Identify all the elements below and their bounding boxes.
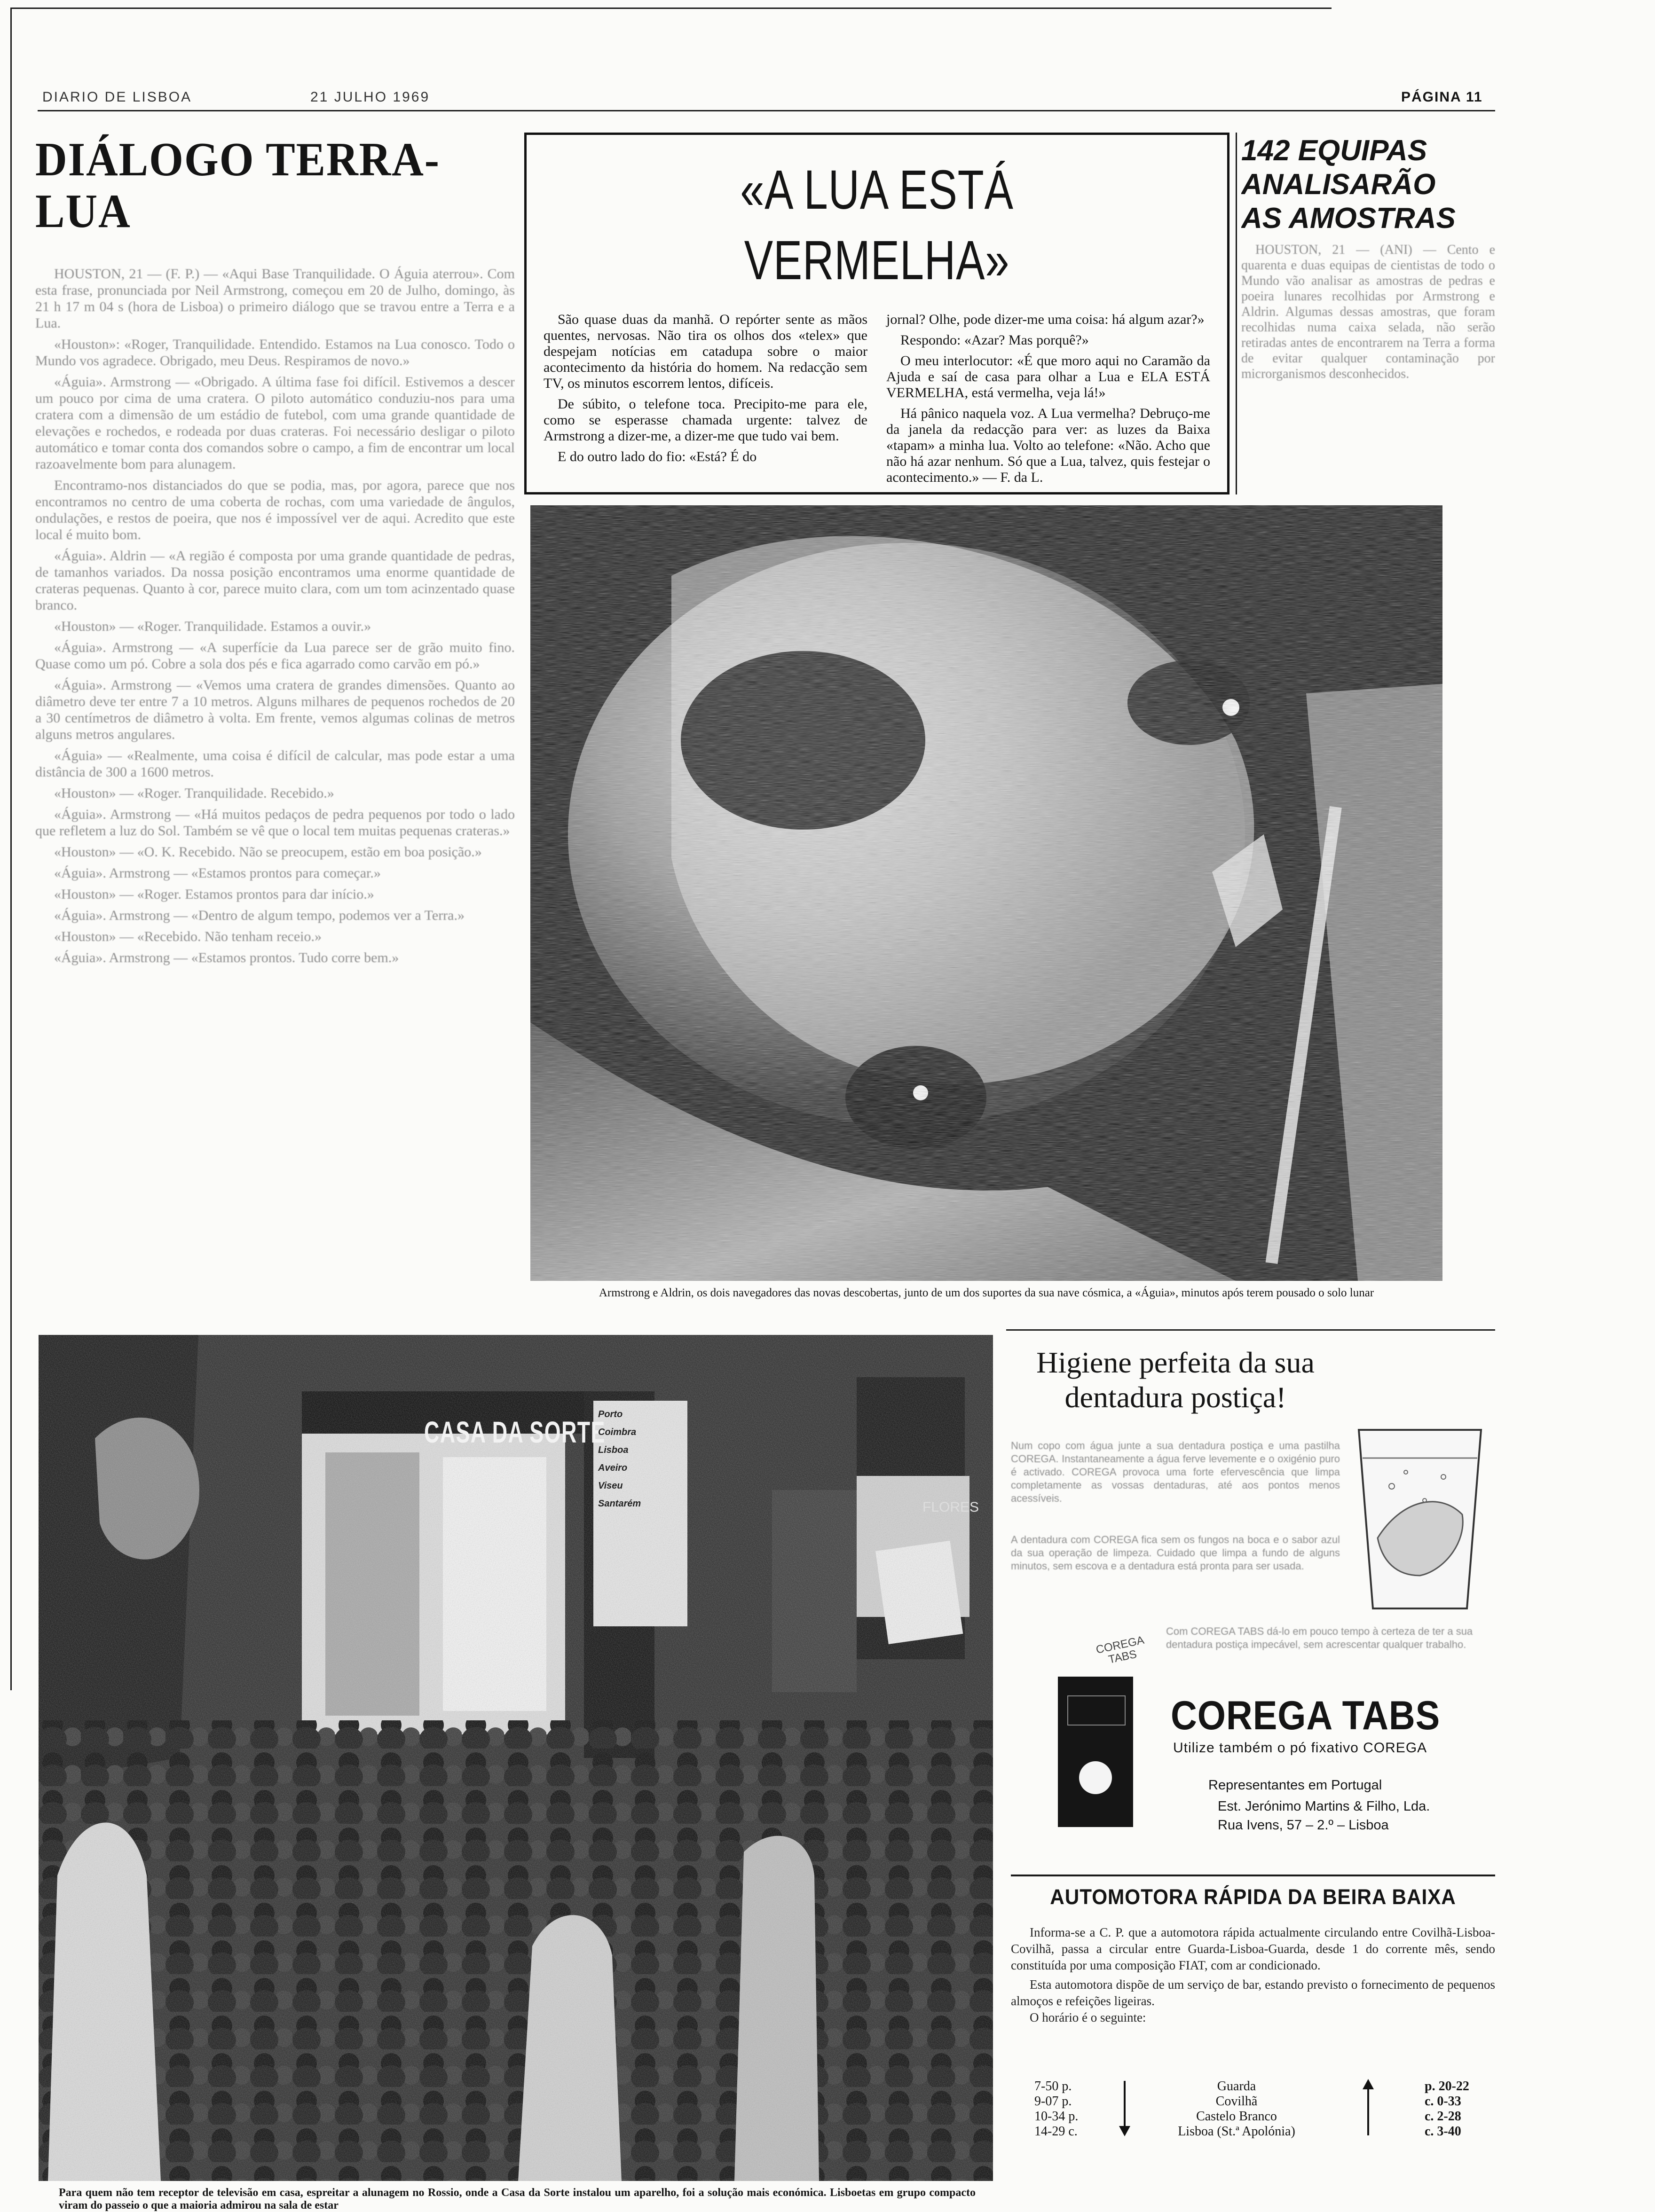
moon-photo-caption: Armstrong e Aldrin, os dois navegadores das novas descobertas, junto de um dos suportes da sua nave cósmica, a «Águia», minutos após terem pousado o solo lunar — [599, 1286, 1374, 1299]
timetable-right-time: c. 2-28 — [1425, 2109, 1461, 2124]
corega-box-label: COREGA TABS — [1095, 1633, 1145, 1666]
timetable-station: Lisboa (St.ª Apolónia) — [1178, 2124, 1295, 2139]
moon-article-title: «A LUA ESTÁ VERMELHA» — [740, 159, 1014, 291]
dialogo-paragraph: «Águia» — «Realmente, uma coisa é difícil de calcular, mas pode estar a uma distância de 300 a 1600 metros. — [35, 748, 515, 780]
moon-paragraph: De súbito, o telefone toca. Precipito-me para ele, como se esperasse chamada urgente: talvez de Armstrong a dizer-me, a dizer-me que tudo vai bem. — [544, 396, 867, 444]
equipas-title — [1241, 134, 1495, 235]
timetable-station: Covilhã — [1215, 2094, 1258, 2109]
dialogo-paragraph: «Águia». Armstrong — «Há muitos pedaços de pedra pequenos por todo o lado que refletem a luz do Sol. Também se vê que o local tem muitas pequenas crateras.» — [35, 807, 515, 839]
newspaper-name: DIARIO DE LISBOA — [42, 89, 192, 105]
issue-date: 21 JULHO 1969 — [310, 89, 430, 105]
section-rule — [1006, 1329, 1495, 1331]
moon-article-col-2 — [886, 312, 1210, 490]
corega-body-3: Com COREGA TABS dá-lo em pouco tempo à certeza de ter a sua dentadura postiça impecável, sem acrescentar qualquer trabalho. — [1166, 1625, 1473, 1650]
dialogo-paragraph: «Houston» — «Roger. Tranquilidade. Recebido.» — [54, 785, 334, 801]
corega-rep-label: Representantes em Portugal — [1208, 1778, 1382, 1793]
page-number: PÁGINA 11 — [1401, 89, 1483, 105]
corega-package — [1058, 1633, 1152, 1836]
corega-headline-line: dentadura postiça! — [1064, 1381, 1286, 1414]
dialogo-paragraph: «Houston» — «Recebido. Não tenham receio.» — [54, 929, 322, 944]
dialogo-paragraph: «Águia». Armstrong — «Vemos uma cratera de grandes dimensões. Quanto ao diâmetro deve ter entre 7 a 10 metros. Alguns milhares de pequenos rochedos de 20 a 30 centímetros de diâmetro à volta. Em frente, vemos algumas colinas de metros alguns metros angulares. — [35, 677, 515, 742]
header-rule — [38, 110, 1495, 111]
timetable-right-time: c. 3-40 — [1425, 2124, 1461, 2139]
equipas-body: HOUSTON, 21 — (ANI) — Cento e quarenta e duas equipas de cientistas de todo o Mundo vão analisar as amostras de pedras e poeira lunares recolhidas por Armstrong e Aldrin. Algumas dessas amostras, que foram recolhidas numa caixa selada, não serão retiradas antes de encontrarem na Terra a forma de evitar qualquer contaminação por microrganismos desconhecidos. — [1241, 243, 1495, 381]
corega-rep-company: Est. Jerónimo Martins & Filho, Lda. — [1218, 1799, 1430, 1814]
shop-window-list — [598, 1405, 683, 1513]
automotora-rule — [1011, 1875, 1495, 1876]
glass-illustration — [1349, 1420, 1490, 1618]
corega-rep-address: Rua Ivens, 57 – 2.º – Lisboa — [1218, 1818, 1389, 1833]
equipas-title-line: AS AMOSTRAS — [1241, 202, 1456, 235]
dialogo-opening: HOUSTON, 21 — (F. P.) — «Aqui Base Tranquilidade. O Águia aterrou». Com esta frase, pronunciada por Neil Armstrong, começou em 20 de Julho, domingo, às 21 h 17 m 04 s (hora de Lisboa) o primeiro diálogo que se travou entre a Terra e a Lua. — [35, 266, 515, 331]
timetable-right-time: p. 20-22 — [1425, 2079, 1469, 2094]
automotora-title: AUTOMOTORA RÁPIDA DA BEIRA BAIXA — [1050, 1885, 1456, 1909]
dialogo-paragraph: «Águia». Armstrong — «Estamos prontos para começar.» — [54, 865, 381, 881]
equipas-title-line: 142 EQUIPAS — [1241, 134, 1427, 167]
corega-body-2: A dentadura com COREGA fica sem os fungos na boca e o sabor azul da sua operação de limpeza. Cuidado que limpa a fundo de alguns minutos, sem escova e a dentadura está pronta para ser usada. — [1011, 1534, 1340, 1572]
dialogo-paragraph: Encontramo-nos distanciados do que se podia, mas, por agora, parece que nos encontramos no centro de uma coberta de rochas, com uma variedade de ângulos, ondulações, e restos de poeira, que nos é impossível ver de aqui. Acredito que este local é muito bom. — [35, 478, 515, 542]
corega-box — [1058, 1677, 1133, 1827]
shop-window-line: Aveiro — [598, 1463, 628, 1473]
down-arrow-head-icon — [1119, 2126, 1130, 2136]
rossio-photo — [39, 1335, 993, 2181]
corega-brand: COREGA TABS — [1171, 1693, 1441, 1738]
automotora-paragraph-2: Esta automotora dispõe de um serviço de bar, estando previsto o fornecimento de pequenos almoços e refeições ligeiras. — [1011, 1977, 1495, 2008]
corega-headline-line: Higiene perfeita da sua — [1036, 1346, 1315, 1379]
casa-da-sorte-sign: CASA DA SORTE — [424, 1415, 606, 1449]
timetable-left-time: 14-29 c. — [1034, 2124, 1078, 2139]
moon-article-col-1 — [544, 312, 867, 490]
corega-box-tablet-icon — [1079, 1761, 1112, 1794]
rossio-photo-caption: Para quem não tem receptor de televisão em casa, espreitar a alunagem no Rossio, onde a Casa da Sorte instalou um aparelho, foi a solução mais económica. Lisboetas em grupo compacto viram do passeio o que a maioria admirou na sala de estar — [59, 2187, 976, 2212]
moon-paragraph: jornal? Olhe, pode dizer-me uma coisa: há algum azar?» — [886, 312, 1205, 327]
moon-paragraph: Há pânico naquela voz. A Lua vermelha? Debruço-me da janela da redacção para ver: as luzes da Baixa «tapam» a minha lua. Volto ao telefone: «Não. Acho que não há azar nenhum. Só que a Lua, talvez, quis festejar o acontecimento.» — F. da L. — [886, 406, 1210, 485]
equipas-article — [1241, 134, 1495, 491]
timetable-station: Guarda — [1217, 2079, 1256, 2094]
dialogo-paragraph: «Houston» — «O. K. Recebido. Não se preocupem, estão em boa posição.» — [54, 844, 482, 860]
up-arrow-head-icon — [1363, 2079, 1374, 2089]
automotora-ad — [1011, 1884, 1495, 2185]
dialogo-paragraph: «Águia». Armstrong — «Estamos prontos. Tudo corre bem.» — [54, 950, 399, 965]
timetable — [1011, 2079, 1495, 2178]
moon-paragraph: O meu interlocutor: «É que moro aqui no Caramão da Ajuda e saí de casa para olhar a Lua e ELA ESTÁ VERMELHA, está vermelha, veja lá!» — [886, 353, 1210, 400]
corega-box-stripe — [1067, 1695, 1126, 1726]
shop-window-line: Lisboa — [598, 1445, 629, 1455]
timetable-left-time: 10-34 p. — [1034, 2109, 1079, 2124]
rossio-photo-image — [39, 1335, 993, 2181]
automotora-paragraph-1: Informa-se a C. P. que a automotora rápida actualmente circulando entre Covilhã-Lisboa-Covilhã, passa a circular entre Guarda-Lisboa-Guarda, desde 1 do corrente mês, sendo constituída por uma composição FIAT, com ar condicionado. — [1011, 1925, 1495, 1972]
dialogo-body — [35, 266, 515, 966]
corega-tagline: Utilize também o pó fixativo COREGA — [1173, 1740, 1427, 1756]
top-rule — [10, 8, 1332, 9]
moon-photo-image — [530, 505, 1442, 1281]
timetable-right-time: c. 0-33 — [1425, 2094, 1461, 2109]
dialogo-paragraph: «Águia». Aldrin — «A região é composta por uma grande quantidade de pedras, de tamanhos variados. Da nossa posição encontramos uma enorme quantidade de crateras pequenas. Quanto à cor, parece muito clara, com um tom acinzentado quase branco. — [35, 548, 515, 613]
dialogo-paragraph: «Águia». Armstrong — «A superfície da Lua parece ser de grão muito fino. Quase como um pó. Cobre a sola dos pés e fica agarrado como carvão em pó.» — [35, 640, 515, 672]
corega-headline — [1011, 1345, 1340, 1415]
dialogo-article — [35, 134, 515, 1318]
dialogo-paragraph: «Houston» — «Roger. Tranquilidade. Estamos a ouvir.» — [54, 619, 371, 634]
moon-photo — [530, 505, 1442, 1281]
shop-window-line: Porto — [598, 1409, 623, 1420]
moon-paragraph: São quase duas da manhã. O repórter sente as mãos quentes, nervosas. Não tira os olhos dos «telex» que despejam notícias em catadupa sobre o maior acontecimento da história do homem. Na redacção sem TV, os minutos escorrem lentos, difíceis. — [544, 312, 867, 391]
shop-window-line: Santarém — [598, 1498, 641, 1509]
moon-paragraph: E do outro lado do fio: «Está? É do — [558, 449, 757, 464]
dialogo-paragraph: «Águia». Armstrong — «Dentro de algum tempo, podemos ver a Terra.» — [54, 908, 465, 923]
dialogo-paragraph: «Águia». Armstrong — «Obrigado. A última fase foi difícil. Estivemos a descer um pouco por cima de uma cratera. O piloto automático conduziu-nos para uma cratera com a dimensão de um estádio de futebol, com uma grande quantidade de elevações e rochedos, e rodeada por duas crateras. Foi necessário desligar o piloto automático e tomar conta dos comandos sobre o campo, a fim de encontrar um local razoavelmente bom para alunagem. — [35, 374, 515, 472]
timetable-left-time: 7-50 p. — [1034, 2079, 1072, 2094]
corega-ad — [1011, 1345, 1495, 1867]
timetable-left-time: 9-07 p. — [1034, 2094, 1072, 2109]
shop-window-line: Viseu — [598, 1481, 623, 1491]
right-column-rule — [1236, 133, 1237, 494]
flores-sign: FLORES — [922, 1499, 979, 1515]
equipas-title-line: ANALISARÃO — [1241, 168, 1436, 201]
automotora-paragraph-3: O horário é o seguinte: — [1030, 2010, 1146, 2024]
dialogo-paragraph: «Houston» — «Roger. Estamos prontos para dar início.» — [54, 886, 374, 902]
moon-article-box — [524, 133, 1229, 494]
left-border-rule — [10, 8, 12, 1690]
timetable-station: Castelo Branco — [1196, 2109, 1277, 2124]
dialogo-paragraph: «Houston»: «Roger, Tranquilidade. Entendido. Estamos na Lua conosco. Todo o Mundo vos agradece. Obrigado, meu Deus. Respiramos de novo.» — [35, 337, 515, 369]
corega-body-1: Num copo com água junte a sua dentadura postiça e uma pastilha COREGA. Instantaneamente a água ferve levemente e o oxigénio puro é activado. COREGA provoca uma forte efervescência que limpa completamente as vossas dentaduras, até aos pontos menos acessíveis. — [1011, 1440, 1340, 1504]
dialogo-title: DIÁLOGO TERRA-LUA — [35, 134, 440, 238]
down-arrow-icon — [1124, 2081, 1126, 2128]
shop-window-line: Coimbra — [598, 1427, 637, 1437]
up-arrow-icon — [1367, 2088, 1369, 2135]
moon-paragraph: Respondo: «Azar? Mas porquê?» — [900, 332, 1089, 348]
